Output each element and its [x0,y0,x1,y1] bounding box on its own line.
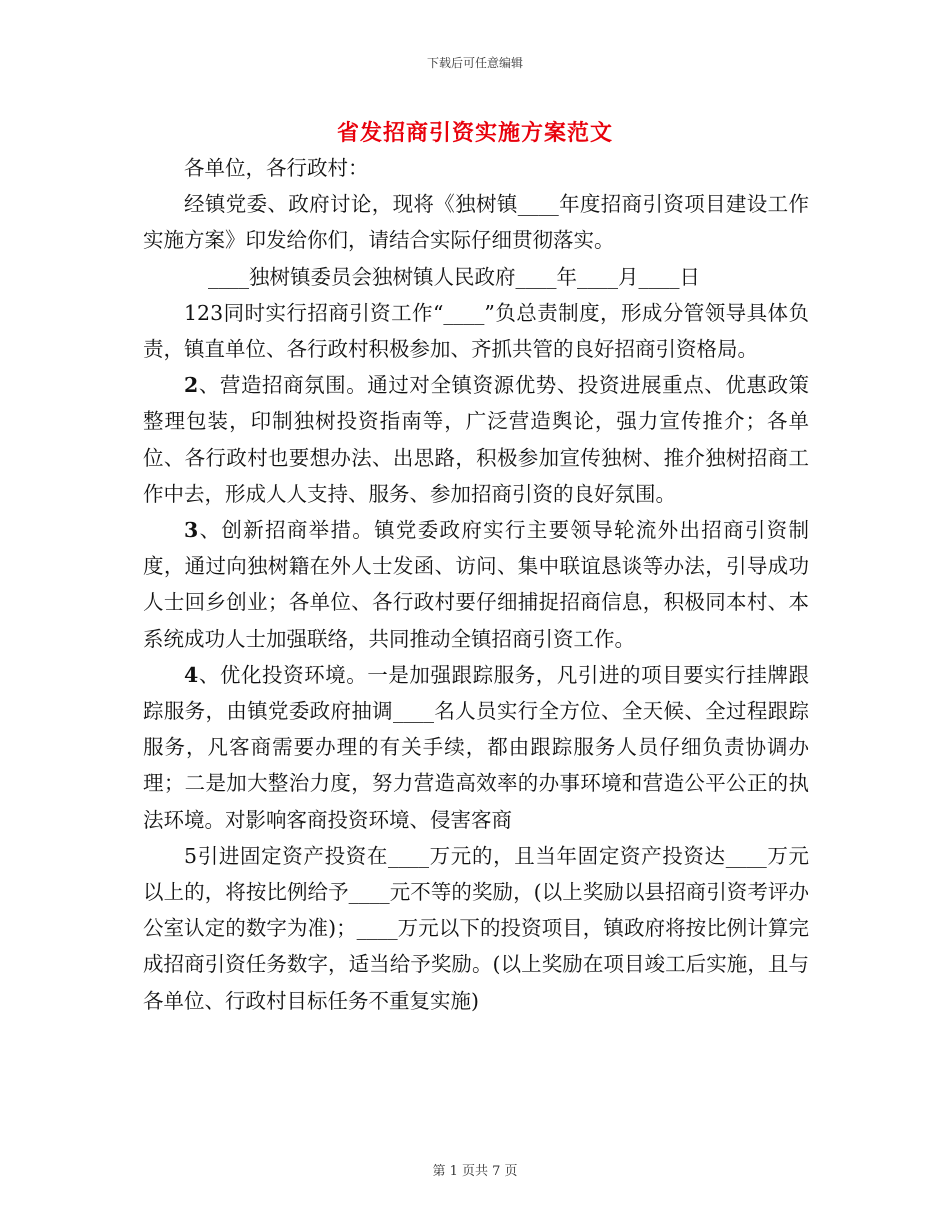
paragraph-4 [143,657,809,838]
header-note: 下载后可任意编辑 [426,56,523,70]
paragraph-3-number: 3 [184,518,199,543]
page-number: 第 1 页共 7 页 [432,1164,518,1179]
paragraph-5: 5引进固定资产投资在____万元的，且当年固定资产投资达____万元以上的，将按比例给予____元不等的奖励，(以上奖励以县招商引资考评办公室认定的数字为准)；____万元以下的投资项目，镇政府将按比例计算完成招商引资任务数字，适当给予奖励。(以上奖励在项目竣工后实施，且与各单位、行政村目标任务不重复实施) [143,843,809,1013]
paragraph-2-number: 2 [184,373,199,398]
paragraph-1: 123同时实行招商引资工作“____”负总责制度，形成分管领导具体负责，镇直单位、各行政村积极参加、齐抓共管的良好招商引资格局。 [143,300,809,362]
intro-paragraph: 经镇党委、政府讨论，现将《独树镇____年度招商引资项目建设工作实施方案》印发给你们，请结合实际仔细贯彻落实。 [143,192,809,253]
document-body [143,150,809,1019]
document-title: 省发招商引资实施方案范文 [336,120,613,146]
paragraph-3 [143,512,809,657]
paragraph-3-text: 、创新招商举措。镇党委政府实行主要领导轮流外出招商引资制度，通过向独树籍在外人士发函、访问、集中联谊恳谈等办法，引导成功人士回乡创业；各单位、各行政村要仔细捕捉招商信息，积极同本村、本系统成功人士加强联络，共同推动全镇招商引资工作。 [143,518,809,651]
paragraph-2-text: 、营造招商氛围。通过对全镇资源优势、投资进展重点、优惠政策整理包装，印制独树投资指南等，广泛营造舆论，强力宣传推介；各单位、各行政村也要想办法、出思路，积极参加宣传独树、推介独树招商工作中去，形成人人支持、服务、参加招商引资的良好氛围。 [143,373,809,506]
paragraph-4-text: 、优化投资环境。一是加强跟踪服务，凡引进的项目要实行挂牌跟踪服务，由镇党委政府抽调____名人员实行全方位、全天候、全过程跟踪服务，凡客商需要办理的有关手续，都由跟踪服务人员仔细负责协调办理；二是加大整治力度，努力营造高效率的办事环境和营造公平公正的执法环境。对影响客商投资环境、侵害客商 [143,662,809,832]
salutation: 各单位，各行政村： [184,156,369,180]
signature-line: ____独树镇委员会独树镇人民政府____年____月____日 [208,264,700,289]
paragraph-2 [143,367,809,512]
paragraph-4-number: 4 [184,662,199,687]
